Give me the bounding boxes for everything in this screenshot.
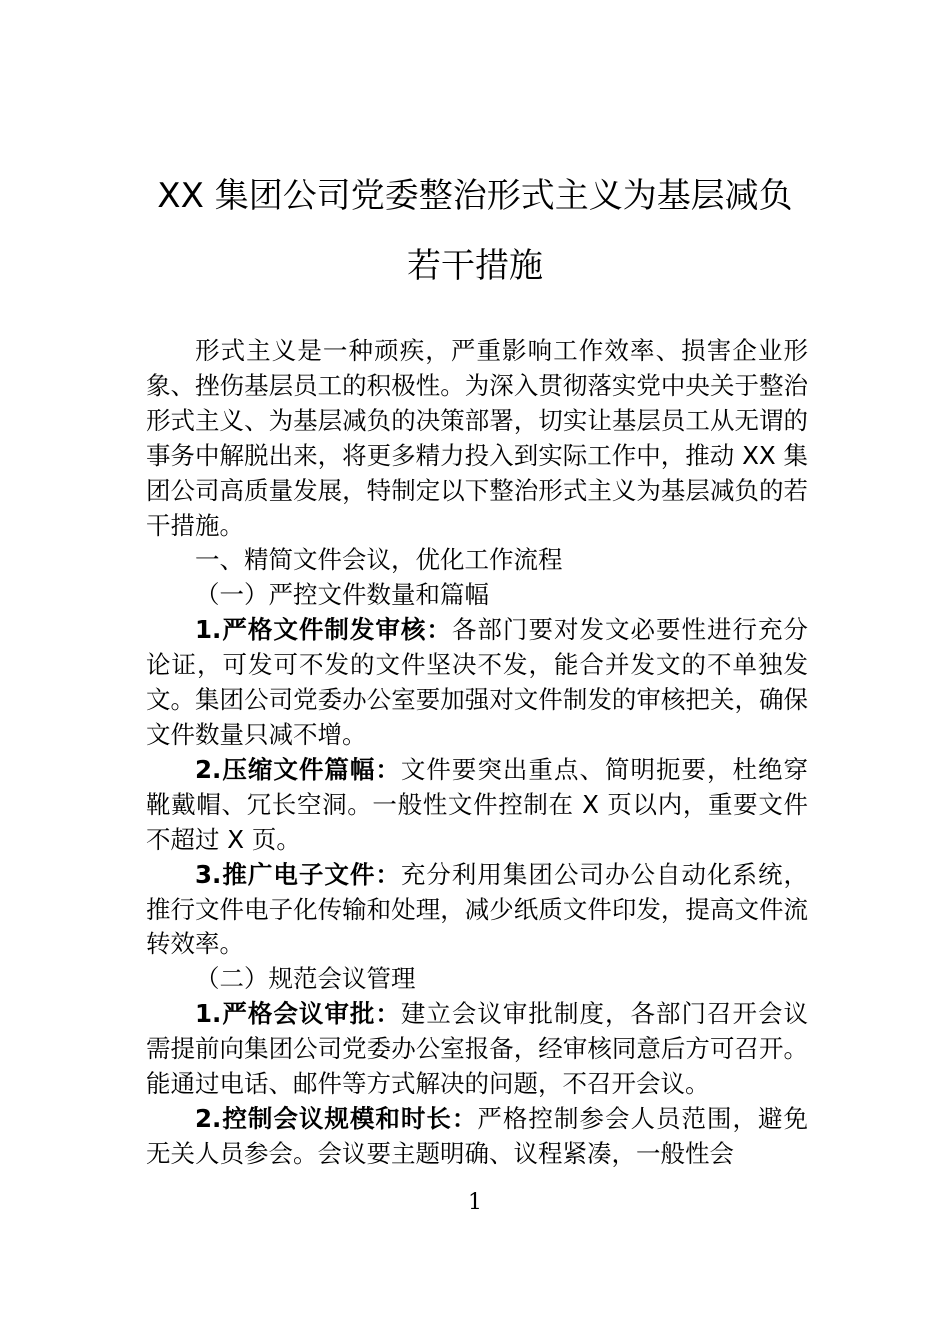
item-1-2-paragraph [146,753,808,858]
item-1-3-paragraph [146,858,808,963]
item-1-2-text: 文件要突出重点、简明扼要，杜绝穿靴戴帽、冗长空洞。一般性文件控制在 X 页以内，重要文件不超过 X 页。 [146,754,808,854]
document-title-line-1: XX 集团公司党委整治形式主义为基层减负 [157,176,793,216]
item-1-1-lead: 1.严格文件制发审核： [195,615,452,645]
subsection-1-heading: （一）严控文件数量和篇幅 [195,580,489,610]
item-2-2-lead: 2.控制会议规模和时长： [195,1103,478,1133]
item-2-1-paragraph [146,997,808,1102]
document-body [146,334,808,1172]
item-1-1-paragraph [146,613,808,753]
subsection-2-heading: （二）规范会议管理 [195,964,416,994]
item-1-2-lead: 2.压缩文件篇幅： [195,754,401,784]
item-1-3-lead: 3.推广电子文件： [195,859,401,889]
document-title-line-2: 若干措施 [407,246,543,286]
item-2-1-lead: 1.严格会议审批： [195,999,401,1029]
item-1-3-text: 充分利用集团公司办公自动化系统，推行文件电子化传输和处理，减少纸质文件印发，提高文件流转效率。 [146,859,808,959]
intro-paragraph: 形式主义是一种顽疾，严重影响工作效率、损害企业形象、挫伤基层员工的积极性。为深入贯彻落实党中央关于整治形式主义、为基层减负的决策部署，切实让基层员工从无谓的事务中解脱出来，将更多精力投入到实际工作中，推动 XX 集团公司高质量发展，特制定以下整治形式主义为基层减负的若干措施。 [146,336,808,540]
item-2-2-text: 严格控制参会人员范围，避免无关人员参会。会议要主题明确、议程紧凑，一般性会 [146,1103,808,1168]
section-1-heading: 一、精简文件会议，优化工作流程 [195,545,563,575]
page-number: 1 [468,1190,482,1215]
item-2-1-text: 建立会议审批制度，各部门召开会议需提前向集团公司党委办公室报备，经审核同意后方可召开。能通过电话、邮件等方式解决的问题，不召开会议。 [146,999,808,1099]
item-2-2-paragraph [146,1102,808,1172]
item-1-1-text: 各部门要对发文必要性进行充分论证，可发可不发的文件坚决不发，能合并发文的不单独发文。集团公司党委办公室要加强对文件制发的审核把关，确保文件数量只减不增。 [146,615,808,749]
